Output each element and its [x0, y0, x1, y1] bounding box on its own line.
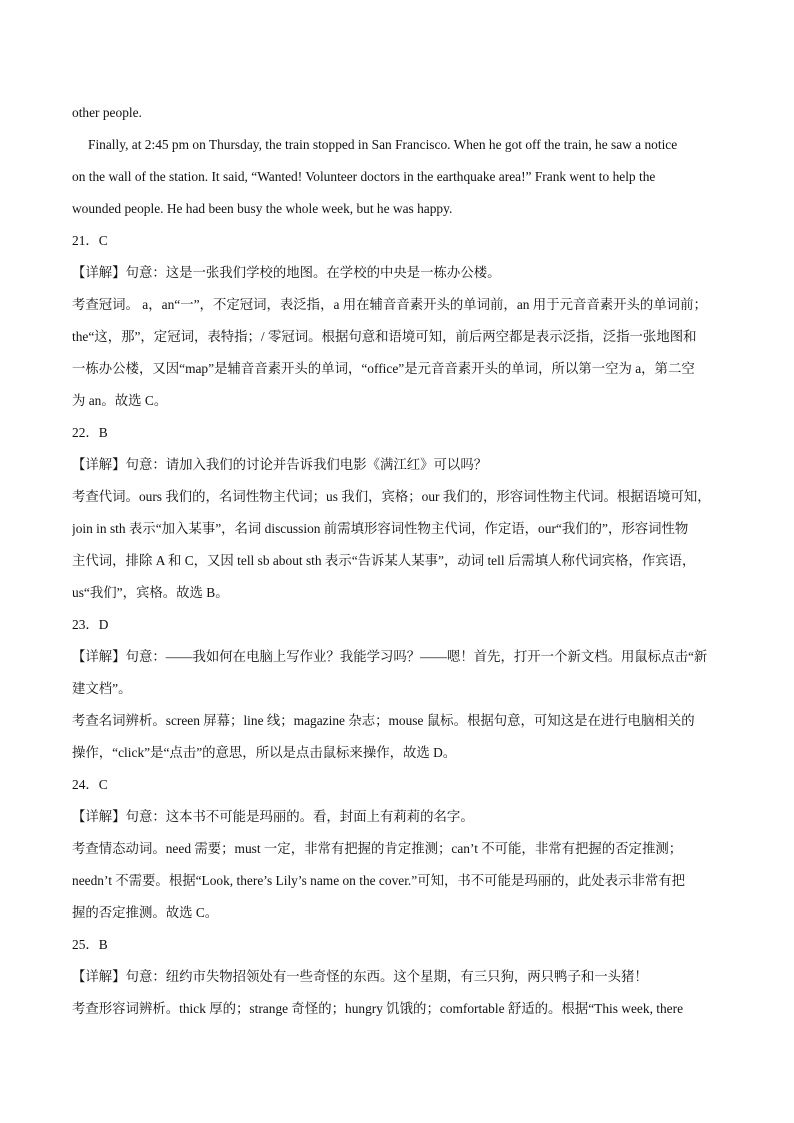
- text-line: the“这，那”，定冠词，表特指；/ 零冠词。根据句意和语境可知，前后两空都是表示泛指，泛指一张地图和: [72, 329, 697, 344]
- text-line: wounded people. He had been busy the whole week, but he was happy.: [72, 201, 453, 216]
- text-line: 操作，“click”是“点击”的意思，所以是点击鼠标来操作，故选 D。: [72, 745, 457, 760]
- text-line: 一栋办公楼，又因“map”是辅音音素开头的单词，“office”是元音音素开头的单词，所以第一空为 a，第二空: [72, 361, 695, 376]
- text-line: 考查情态动词。need 需要；must 一定，非常有把握的肯定推测；can’t 不可能，非常有把握的否定推测；: [72, 841, 683, 856]
- text-line: 主代词，排除 A 和 C，又因 tell sb about sth 表示“告诉某人某事”，动词 tell 后需填人称代词宾格，作宾语，: [72, 553, 696, 568]
- text-line: 建文档”。: [72, 681, 132, 696]
- text-line: 考查形容词辨析。thick 厚的；strange 奇怪的；hungry 饥饿的；comfortable 舒适的。根据“This week, there: [72, 1001, 684, 1016]
- text-line: us“我们”，宾格。故选 B。: [72, 585, 229, 600]
- question-number: 22．B: [72, 425, 108, 440]
- text-line: 【详解】句意：请加入我们的讨论并告诉我们电影《满江红》可以吗？: [72, 457, 488, 472]
- question-number: 23．D: [72, 617, 109, 632]
- text-line: 【详解】句意：——我如何在电脑上写作业？我能学习吗？——嗯！首先，打开一个新文档。用鼠标点击“新: [72, 649, 708, 664]
- text-line: 考查代词。ours 我们的，名词性物主代词；us 我们，宾格；our 我们的，形容词性物主代词。根据语境可知，: [72, 489, 711, 504]
- question-number: 21．C: [72, 233, 108, 248]
- question-number: 24．C: [72, 777, 108, 792]
- text-line: join in sth 表示“加入某事”，名词 discussion 前需填形容词性物主代词，作定语，our“我们的”，形容词性物: [72, 521, 689, 536]
- text-line: 握的否定推测。故选 C。: [72, 905, 219, 920]
- question-number: 25．B: [72, 937, 108, 952]
- text-line: on the wall of the station. It said, “Wanted! Volunteer doctors in the earthquake area!” Frank went to help the: [72, 169, 656, 184]
- text-line: Finally, at 2:45 pm on Thursday, the train stopped in San Francisco. When he got off the train, he saw a notice: [88, 137, 678, 152]
- text-line: 为 an。故选 C。: [72, 393, 168, 408]
- document-page: [72, 97, 732, 1025]
- text-line: 考查冠词。 a，an“一”，不定冠词，表泛指，a 用在辅音音素开头的单词前，an 用于元音音素开头的单词前；: [72, 297, 707, 312]
- text-line: 考查名词辨析。screen 屏幕；line 线；magazine 杂志；mouse 鼠标。根据句意，可知这是在进行电脑相关的: [72, 713, 695, 728]
- text-line: other people.: [72, 105, 142, 120]
- text-line: 【详解】句意：这本书不可能是玛丽的。看，封面上有莉莉的名字。: [72, 809, 474, 824]
- text-line: 【详解】句意：纽约市失物招领处有一些奇怪的东西。这个星期，有三只狗，两只鸭子和一头猪！: [72, 969, 648, 984]
- text-line: 【详解】句意：这是一张我们学校的地图。在学校的中央是一栋办公楼。: [72, 265, 501, 280]
- text-line: needn’t 不需要。根据“Look, there’s Lily’s name on the cover.”可知，书不可能是玛丽的，此处表示非常有把: [72, 873, 686, 888]
